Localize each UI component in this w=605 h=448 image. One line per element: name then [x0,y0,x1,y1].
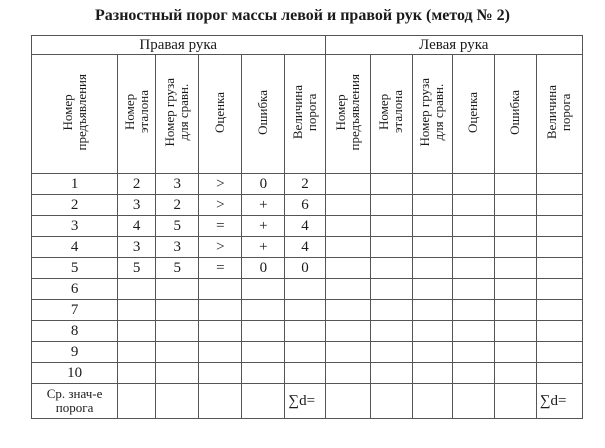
right-hand-header: Правая рука [32,36,326,55]
right-cell-error: 0 [242,258,285,279]
right-cell-threshold [285,363,325,384]
left-cell-threshold [536,216,582,237]
right-cell-compare [156,279,199,300]
right-cell-score: = [199,216,242,237]
column-header-label [213,92,227,133]
right-cell-error [242,363,285,384]
average-label-line1: Ср. знач-е [46,386,103,401]
summary-row [32,384,583,419]
left-cell-threshold [536,279,582,300]
summary-cell [242,384,285,419]
left-cell-score [452,321,494,342]
right-col-header-compare-weight-number [156,55,199,174]
left-cell-score [452,258,494,279]
right-cell-error [242,321,285,342]
right-cell-compare [156,363,199,384]
table-row [32,342,583,363]
right-cell-etalon: 3 [118,237,156,258]
right-cell-compare: 2 [156,195,199,216]
left-col-header-score [452,55,494,174]
left-cell-error [494,258,536,279]
column-header-text: предъявления [73,73,89,151]
left-cell-threshold [536,237,582,258]
left-cell-n [325,321,370,342]
left-cell-n [325,237,370,258]
left-col-header-threshold-value [536,55,582,174]
left-sum-label: ∑d= [536,384,582,419]
left-cell-error [494,174,536,195]
table-row [32,258,583,279]
column-header-text: предъявления [346,73,362,151]
column-header-text: Ошибка [507,89,523,135]
left-cell-etalon [370,279,412,300]
table-row [32,363,583,384]
left-cell-threshold [536,174,582,195]
left-cell-error [494,300,536,321]
left-cell-threshold [536,300,582,321]
column-header-label [377,90,405,133]
left-cell-compare [412,174,452,195]
left-cell-score [452,216,494,237]
right-cell-etalon [118,279,156,300]
left-cell-score [452,174,494,195]
left-cell-n [325,216,370,237]
right-col-header-presentation-number [32,55,118,174]
column-header-label [163,78,191,146]
right-cell-score: > [199,237,242,258]
left-cell-n [325,279,370,300]
table-row [32,174,583,195]
right-cell-n: 4 [32,237,118,258]
left-cell-compare [412,279,452,300]
average-label-line2: порога [55,400,94,415]
column-header-text: Номер [121,93,137,131]
left-hand-header: Левая рука [325,36,583,55]
right-sum-label: ∑d= [285,384,325,419]
right-cell-score [199,321,242,342]
right-cell-error: + [242,216,285,237]
left-cell-threshold [536,321,582,342]
right-cell-error [242,300,285,321]
right-cell-compare [156,300,199,321]
left-cell-compare [412,237,452,258]
left-cell-score [452,363,494,384]
right-cell-threshold: 0 [285,258,325,279]
left-cell-threshold [536,195,582,216]
right-col-header-threshold-value [285,55,325,174]
right-cell-score: = [199,258,242,279]
summary-cell [156,384,199,419]
column-header-text: Величина [289,84,305,140]
left-cell-compare [412,216,452,237]
column-header-text: для сравн. [431,83,447,141]
left-cell-error [494,237,536,258]
left-cell-etalon [370,321,412,342]
left-cell-compare [412,321,452,342]
left-cell-compare [412,363,452,384]
right-cell-compare: 3 [156,237,199,258]
left-col-header-presentation-number [325,55,370,174]
table-row [32,321,583,342]
left-cell-etalon [370,216,412,237]
left-cell-error [494,363,536,384]
column-header-label [508,90,522,135]
column-header-text: порога [558,93,574,131]
column-header-row [32,55,583,174]
right-cell-compare [156,342,199,363]
left-cell-compare [412,258,452,279]
right-cell-etalon [118,321,156,342]
right-cell-compare: 3 [156,174,199,195]
right-cell-error [242,342,285,363]
threshold-table [31,35,583,419]
right-cell-n: 2 [32,195,118,216]
right-cell-compare: 5 [156,258,199,279]
column-header-text: эталона [390,90,406,134]
right-cell-etalon: 2 [118,174,156,195]
left-cell-compare [412,195,452,216]
left-cell-error [494,279,536,300]
summary-cell [199,384,242,419]
summary-cell [412,384,452,419]
table-row [32,237,583,258]
summary-cell [118,384,156,419]
column-header-label [123,90,151,133]
column-header-text: эталона [135,90,151,134]
right-cell-etalon: 3 [118,195,156,216]
left-cell-n [325,342,370,363]
right-cell-n: 3 [32,216,118,237]
right-cell-etalon [118,300,156,321]
column-header-text: Оценка [212,91,228,133]
left-cell-n [325,258,370,279]
column-header-text: Ошибка [255,89,271,135]
right-cell-error: + [242,237,285,258]
left-cell-etalon [370,300,412,321]
column-header-label [291,85,319,139]
average-threshold-label [32,384,118,419]
right-cell-n: 6 [32,279,118,300]
right-cell-n: 9 [32,342,118,363]
left-cell-error [494,321,536,342]
table-row [32,216,583,237]
column-header-text: Величина [544,84,560,140]
table-row [32,300,583,321]
left-cell-error [494,195,536,216]
column-header-label [61,74,89,151]
summary-cell [494,384,536,419]
right-col-header-score [199,55,242,174]
summary-cell [452,384,494,419]
column-header-text: Оценка [465,91,481,133]
group-header-row [32,36,583,55]
column-header-text: Номер груза [162,77,178,147]
column-header-text: Номер [332,93,348,131]
left-cell-score [452,279,494,300]
left-cell-error [494,342,536,363]
column-header-label [256,90,270,135]
right-cell-threshold: 2 [285,174,325,195]
column-header-label [466,92,480,133]
left-cell-etalon [370,195,412,216]
right-cell-score: > [199,174,242,195]
right-cell-n: 8 [32,321,118,342]
left-col-header-etalon-number [370,55,412,174]
right-cell-threshold [285,300,325,321]
right-cell-etalon [118,342,156,363]
left-cell-score [452,195,494,216]
right-cell-n: 5 [32,258,118,279]
column-header-label [334,74,362,151]
right-cell-score [199,279,242,300]
left-cell-etalon [370,258,412,279]
left-cell-n [325,300,370,321]
column-header-text: Номер груза [417,77,433,147]
left-cell-compare [412,342,452,363]
right-cell-score [199,363,242,384]
left-cell-score [452,237,494,258]
column-header-label [418,78,446,146]
left-cell-n [325,195,370,216]
right-cell-threshold [285,321,325,342]
left-cell-score [452,342,494,363]
right-cell-threshold [285,342,325,363]
left-cell-etalon [370,174,412,195]
left-cell-etalon [370,342,412,363]
left-cell-etalon [370,237,412,258]
right-cell-threshold: 4 [285,237,325,258]
right-cell-error [242,279,285,300]
right-cell-etalon: 4 [118,216,156,237]
table-row [32,195,583,216]
right-col-header-etalon-number [118,55,156,174]
right-cell-score [199,342,242,363]
left-cell-compare [412,300,452,321]
left-col-header-compare-weight-number [412,55,452,174]
right-cell-n: 1 [32,174,118,195]
right-cell-error: 0 [242,174,285,195]
summary-cell [370,384,412,419]
right-cell-threshold: 4 [285,216,325,237]
column-header-text: Номер [376,93,392,131]
right-cell-score: > [199,195,242,216]
left-cell-threshold [536,342,582,363]
column-header-text: для сравн. [176,83,192,141]
right-cell-threshold: 6 [285,195,325,216]
table-row [32,279,583,300]
summary-cell [325,384,370,419]
right-cell-score [199,300,242,321]
left-cell-score [452,300,494,321]
left-cell-error [494,216,536,237]
right-cell-n: 7 [32,300,118,321]
left-cell-n [325,174,370,195]
left-cell-threshold [536,258,582,279]
right-cell-n: 10 [32,363,118,384]
page-title: Разностный порог массы левой и правой рук (метод № 2) [94,7,510,24]
right-cell-threshold [285,279,325,300]
column-header-text: Номер [59,93,75,131]
right-col-header-error [242,55,285,174]
right-cell-compare: 5 [156,216,199,237]
left-cell-n [325,363,370,384]
right-cell-etalon [118,363,156,384]
right-cell-etalon: 5 [118,258,156,279]
left-cell-threshold [536,363,582,384]
left-cell-etalon [370,363,412,384]
right-cell-compare [156,321,199,342]
left-col-header-error [494,55,536,174]
column-header-text: порога [303,93,319,131]
column-header-label [545,85,573,139]
right-cell-error: + [242,195,285,216]
